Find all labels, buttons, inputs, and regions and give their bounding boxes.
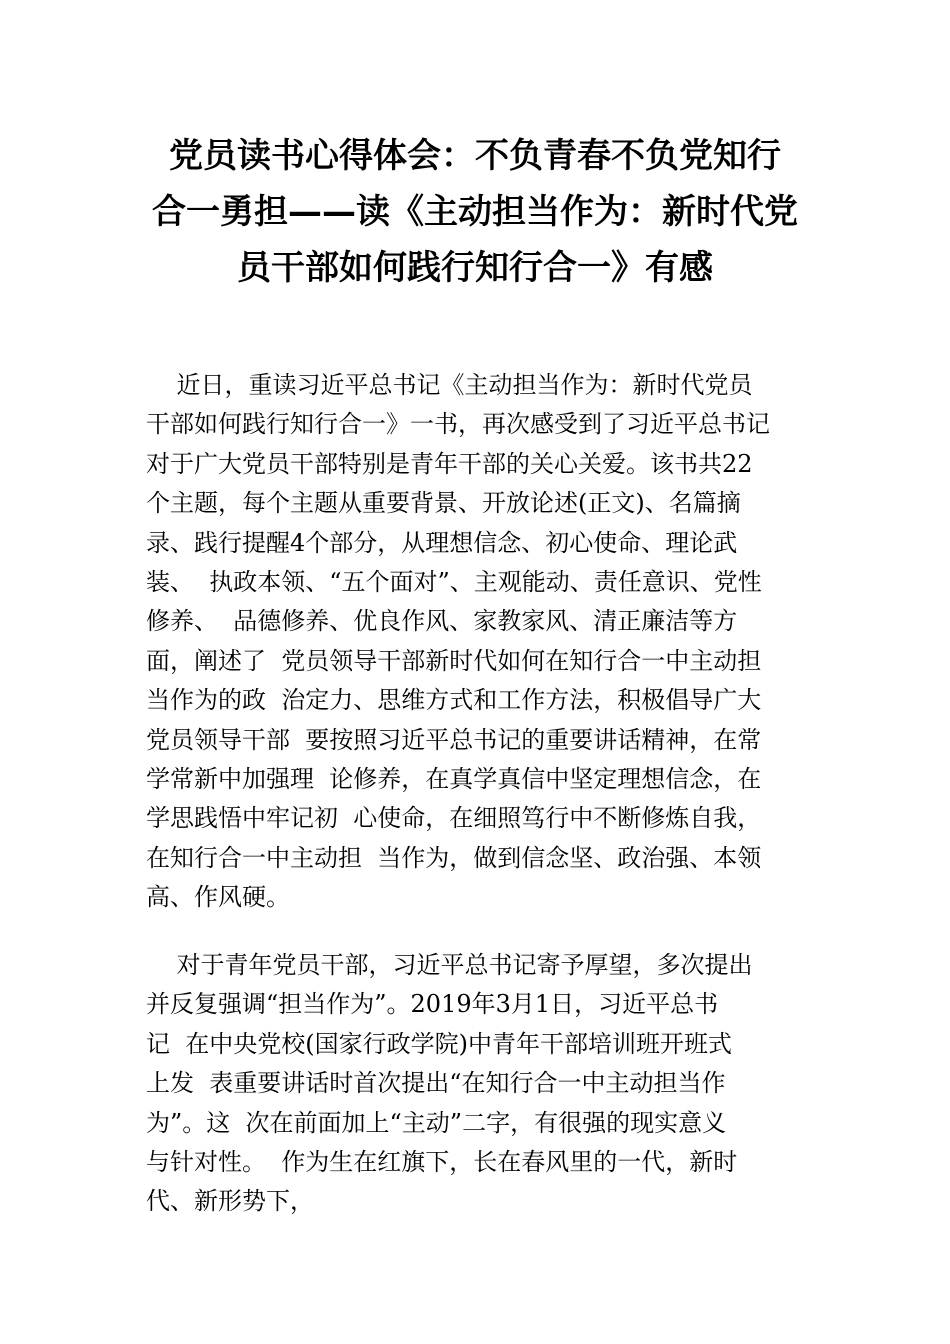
paragraph-line: 高、作风硬。: [146, 883, 290, 912]
title-line-2: 合一勇担——读《主动担当作为：新时代党: [152, 192, 798, 232]
document-title: [140, 128, 810, 296]
paragraph-line: 并反复强调“担当作为”。2019年3月1日，习近平总书: [146, 990, 719, 1019]
paragraph-line: 上发 表重要讲话时首次提出“在知行合一中主动担当作: [146, 1069, 726, 1098]
paragraph-line: 装、 执政本领、“五个面对”、主观能动、责任意识、党性: [146, 568, 762, 597]
title-line-3: 员干部如何践行知行合一》有感: [237, 248, 713, 288]
paragraph-line: 对于青年党员干部，习近平总书记寄予厚望，多次提出: [146, 951, 753, 979]
paragraph-line: 录、践行提醒4个部分，从理想信念、初心使命、理论武: [146, 528, 738, 557]
paragraph-line: 代、新形势下，: [146, 1187, 314, 1216]
paragraph-line: 当作为的政 治定力、思维方式和工作方法，积极倡导广大: [146, 686, 762, 715]
paragraph-line: 对于广大党员干部特别是青年干部的关心关爱。该书共22: [146, 449, 753, 478]
paragraph-line: 学思践悟中牢记初 心使命，在细照笃行中不断修炼自我，: [146, 804, 762, 833]
title-line-1: 党员读书心得体会：不负青春不负党知行: [169, 136, 781, 176]
paragraph-line: 面，阐述了 党员领导干部新时代如何在知行合一中主动担: [146, 646, 762, 675]
paragraph-line: 干部如何践行知行合一》一书，再次感受到了习近平总书记: [146, 410, 770, 439]
paragraph-line: 为”。这 次在前面加上“主动”二字，有很强的现实意义: [146, 1108, 727, 1137]
paragraph-line: 在知行合一中主动担 当作为，做到信念坚、政治强、本领: [146, 843, 762, 872]
paragraph-2: [146, 946, 816, 1222]
paragraph-line: 个主题，每个主题从重要背景、开放论述(正文)、名篇摘: [146, 489, 741, 518]
paragraph-line: 学常新中加强理 论修养，在真学真信中坚定理想信念，在: [146, 765, 762, 794]
paragraph-line: 与针对性。 作为生在红旗下，长在春风里的一代，新时: [146, 1148, 738, 1177]
paragraph-line: 党员领导干部 要按照习近平总书记的重要讲话精神，在常: [146, 725, 762, 754]
paragraph-1: [146, 366, 816, 918]
paragraph-line: 近日，重读习近平总书记《主动担当作为：新时代党员: [146, 371, 753, 399]
paragraph-line: 修养、 品德修养、优良作风、家教家风、清正廉洁等方: [146, 607, 738, 636]
paragraph-line: 记 在中央党校(国家行政学院)中青年干部培训班开班式: [146, 1029, 732, 1058]
